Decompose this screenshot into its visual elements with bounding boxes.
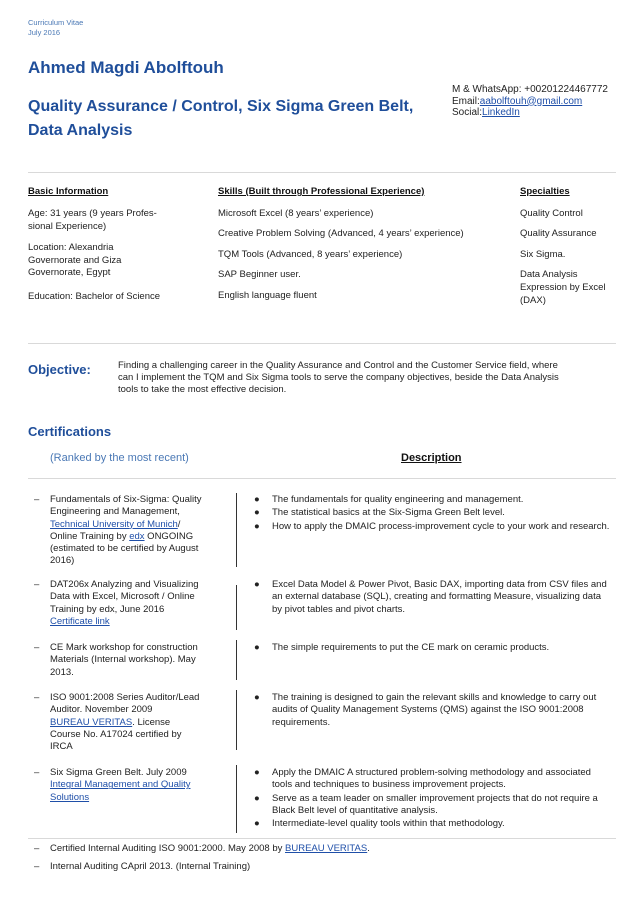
bullet-icon: ● (254, 767, 260, 778)
cert-line (50, 792, 250, 804)
cert-line: Fundamentals of Six-Sigma: Quality (50, 494, 202, 505)
location-line-2: Governorate and Giza (28, 254, 122, 266)
doc-type-label: Curriculum Vitae (28, 18, 84, 27)
divider-objective (28, 343, 616, 344)
doc-date: July 2016 (28, 28, 61, 37)
skill-item: Creative Problem Solving (Advanced, 4 years’ experience) (218, 228, 464, 239)
integral-management-link[interactable]: Solutions (50, 791, 90, 803)
basic-info-age (28, 208, 188, 233)
description-bullet (252, 642, 612, 654)
headline-line-2: Data Analysis (28, 122, 133, 139)
cert-line: Engineering and Management, (50, 506, 180, 518)
ranked-label: (Ranked by the most recent) (50, 452, 189, 464)
specialty-item: Quality Control (520, 208, 583, 219)
headline (28, 95, 413, 143)
description-bullet (252, 818, 612, 830)
other-cert-item (34, 843, 610, 855)
cert-line: 2013. (50, 666, 74, 678)
specialty-item: Data Analysis (520, 269, 578, 280)
skill-item: SAP Beginner user. (218, 269, 301, 280)
cert-line (50, 616, 250, 628)
age-line-1: Age: 31 years (9 years Profes- (28, 208, 157, 219)
objective-line-3: tools to take the most effective decision. (118, 384, 287, 396)
bullet-icon: ● (254, 494, 260, 505)
cert-line: ISO 9001:2008 Series Auditor/Lead (50, 692, 200, 703)
linkedin-link[interactable]: LinkedIn (482, 107, 520, 118)
description-bullet (252, 692, 612, 729)
cert-text: Certified Internal Auditing ISO 9001:2000. May 2008 by (50, 843, 286, 854)
basic-info-heading: Basic Information (28, 186, 109, 197)
email-link[interactable]: aabolftouh@gmail.com (479, 95, 583, 107)
cert-line: CE Mark workshop for construction (50, 642, 198, 653)
social-label: Social: (452, 107, 483, 118)
cert-line: Materials (Internal workshop). May (50, 654, 196, 666)
description-text: The training is designed to gain the relevant skills and knowledge to carry out audits of Quality Management Systems (QMS) against the ISO 9001:2008 requirements. (272, 692, 597, 728)
description-text: The statistical basics at the Six-Sigma Green Belt level. (272, 507, 505, 519)
description-text: Apply the DMAIC A structured problem-solving methodology and associated tools and techniques to business improvement projects. (272, 767, 591, 791)
person-name: Ahmed Magdi Abolftouh (28, 58, 224, 77)
cert-item (34, 494, 250, 568)
specialty-item: Quality Assurance (520, 228, 597, 239)
edx-link[interactable]: edx (129, 530, 145, 542)
basic-info-location (28, 242, 188, 280)
cert-line: Training by edx, June 2016 (50, 603, 165, 615)
cert-line: DAT206x Analyzing and Visualizing (50, 579, 199, 590)
cert-line (50, 531, 250, 543)
contact-phone (452, 84, 608, 96)
cert-item (34, 692, 250, 753)
age-line-2: sional Experience) (28, 220, 107, 232)
contact-social (452, 107, 608, 119)
objective-line-2: can I implement the TQM and Six Sigma tools to serve the company objectives, beside the Data Analysis (118, 372, 559, 384)
bullet-icon: ● (254, 692, 260, 703)
cert-description (252, 692, 612, 730)
contact-block (452, 84, 608, 119)
bullet-icon: ● (254, 579, 260, 590)
integral-management-link[interactable]: Integral Management and Quality (50, 779, 191, 791)
contact-email (452, 96, 608, 108)
cert-text: ONGOING (144, 530, 194, 542)
phone-label: M & WhatsApp: (452, 84, 522, 95)
certifications-title: Certifications (28, 424, 112, 439)
dash-bullet: – (34, 843, 40, 854)
dash-bullet: – (34, 692, 40, 703)
objective-text (118, 360, 614, 397)
cert-line: Six Sigma Green Belt. July 2009 (50, 767, 187, 778)
specialties-heading: Specialties (520, 186, 570, 197)
skill-item: English language fluent (218, 290, 317, 301)
bullet-icon: ● (254, 818, 260, 830)
objective-line-1: Finding a challenging career in the Quality Assurance and Control and the Customer Service field, where (118, 360, 558, 371)
bureau-veritas-link[interactable]: BUREAU VERITAS (50, 716, 133, 728)
cert-line: (estimated to be certified by August (50, 543, 199, 555)
cert-line (50, 779, 250, 791)
description-bullet (252, 579, 612, 616)
description-text: Excel Data Model & Power Pivot, Basic DAX, importing data from CSV files and an external database (SQL), creating and formatting Measure, visualizing data by pivot tables and pivot charts. (272, 579, 607, 615)
phone-value: +00201224467772 (524, 84, 608, 95)
bullet-icon: ● (254, 642, 260, 653)
specialty-item: Expression by Excel (520, 282, 606, 293)
cert-item (34, 642, 250, 679)
headline-line-1: Quality Assurance / Control, Six Sigma Green Belt, (28, 98, 414, 115)
cert-description (252, 579, 612, 617)
dash-bullet: – (34, 861, 40, 872)
cert-line: Auditor. November 2009 (50, 704, 153, 716)
cert-item (34, 579, 250, 628)
description-bullet (252, 507, 612, 519)
skill-item: Microsoft Excel (8 years’ experience) (218, 208, 374, 219)
description-bullet (252, 521, 612, 533)
cert-line: Course No. A17024 certified by (50, 728, 182, 740)
cert-line (50, 519, 250, 531)
cert-line: Data with Excel, Microsoft / Online (50, 591, 195, 603)
email-label: Email: (452, 95, 480, 107)
cert-line: IRCA (50, 741, 73, 753)
cert-description (252, 494, 612, 534)
cert-text: / (177, 518, 181, 530)
description-text: The fundamentals for quality engineering and management. (272, 494, 524, 505)
other-cert-item (34, 861, 610, 873)
description-text: Intermediate-level quality tools within that methodology. (272, 818, 505, 830)
bullet-icon: ● (254, 520, 260, 532)
description-text: The simple requirements to put the CE mark on ceramic products. (272, 642, 550, 653)
cert-description (252, 767, 612, 831)
cert-line (50, 717, 250, 729)
location-line-3: Governorate, Egypt (28, 267, 111, 278)
specialty-item: Six Sigma. (520, 249, 566, 260)
cert-line: 2016) (50, 555, 75, 567)
basic-info-education: Education: Bachelor of Science (28, 291, 161, 302)
dash-bullet: – (34, 579, 40, 590)
description-text: Serve as a team leader on smaller improvement projects that do not require a Black Belt level of quantitative analysis. (272, 792, 598, 816)
location-line-1: Location: Alexandria (28, 242, 114, 253)
bullet-icon: ● (254, 792, 260, 804)
divider-cert-bottom (28, 838, 616, 839)
bureau-veritas-link[interactable]: BUREAU VERITAS (285, 843, 368, 854)
description-heading: Description (401, 452, 462, 464)
tum-link[interactable]: Technical University of Munich (50, 518, 178, 530)
description-bullet (252, 494, 612, 506)
divider-cert-top (28, 478, 616, 479)
description-text: How to apply the DMAIC process-improvement cycle to your work and research. (272, 520, 610, 532)
dash-bullet: – (34, 494, 40, 505)
certificate-link[interactable]: Certificate link (50, 615, 110, 627)
skill-item: TQM Tools (Advanced, 8 years’ experience) (218, 249, 403, 260)
cert-description (252, 642, 612, 655)
specialty-item: (DAX) (520, 295, 546, 306)
objective-label: Objective: (28, 362, 91, 377)
cert-text: Online Training by (50, 530, 130, 542)
divider-top (28, 172, 616, 173)
dash-bullet: – (34, 767, 40, 778)
cert-item (34, 767, 250, 804)
description-bullet (252, 767, 612, 792)
cert-text: Internal Auditing CApril 2013. (Internal Training) (50, 861, 251, 872)
skills-heading: Skills (Built through Professional Experience) (218, 186, 425, 197)
bullet-icon: ● (254, 507, 260, 519)
cert-text: . (367, 843, 370, 854)
cert-text: . License (132, 716, 171, 728)
dash-bullet: – (34, 642, 40, 653)
description-bullet (252, 793, 612, 818)
